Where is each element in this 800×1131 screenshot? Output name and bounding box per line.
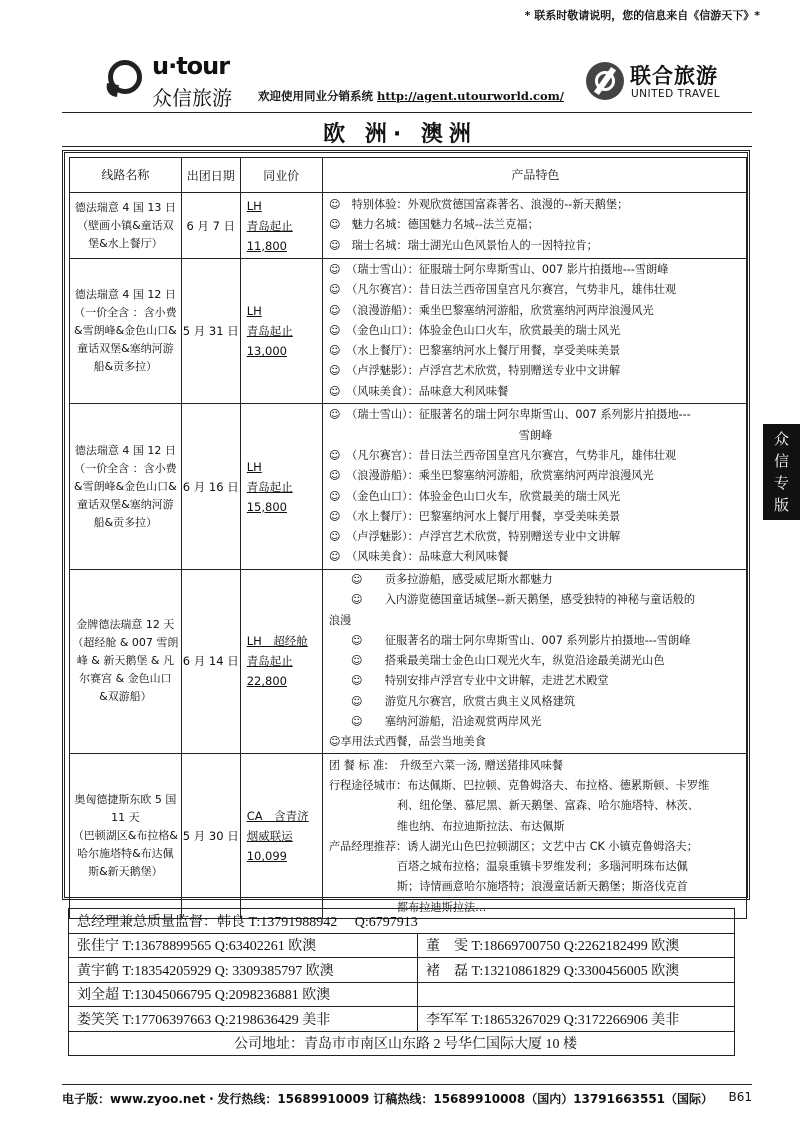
route-line: （一价全含 ：含小费 bbox=[74, 306, 177, 319]
route-line: 尔赛宫 & 金色山口 bbox=[79, 672, 172, 686]
route-line: 德法瑞意 4 国 13 日 bbox=[74, 200, 176, 214]
united-travel-en: UNITED TRAVEL bbox=[631, 88, 721, 100]
utour-logo bbox=[108, 54, 258, 108]
price-line: LH 超经舱 bbox=[246, 634, 308, 649]
price-line: 青岛起止 bbox=[246, 654, 293, 669]
price-line: 青岛起止 bbox=[246, 324, 293, 338]
header-divider bbox=[62, 112, 752, 113]
table-row[interactable] bbox=[70, 753, 747, 918]
feature-line: ☺ （卢浮魅影）：卢浮宫艺术欣赏，特别赠送专业中文讲解 bbox=[328, 364, 621, 378]
page-footer bbox=[62, 1090, 752, 1107]
col-price: 同业价 bbox=[240, 158, 322, 193]
route-cell bbox=[70, 404, 182, 570]
price-cell[interactable] bbox=[240, 753, 322, 918]
feature-line: 雪朗峰 bbox=[518, 428, 553, 442]
route-line: 11 天 bbox=[111, 810, 140, 824]
contact-entry: 刘全超 T:13045066795 Q:2098236881 欧澳 bbox=[69, 982, 418, 1007]
united-travel-logo-icon bbox=[586, 62, 624, 100]
col-date: 出团日期 bbox=[181, 158, 240, 193]
date-cell: 6 月 7 日 bbox=[181, 193, 240, 259]
feature-line: ☺ 游览凡尔赛宫，欣赏古典主义风格建筑 bbox=[350, 694, 576, 708]
side-tab-char: 信 bbox=[773, 452, 789, 470]
page-number: B61 bbox=[728, 1090, 752, 1104]
date-cell: 6 月 14 日 bbox=[181, 570, 240, 754]
feature-line: 斯；诗情画意哈尔施塔特；浪漫童话新天鹅堡；斯洛伐克首 bbox=[396, 880, 688, 894]
utour-brand-text: u·tour bbox=[152, 52, 230, 80]
features-cell bbox=[322, 404, 746, 570]
table-row[interactable] bbox=[70, 570, 747, 754]
price-line: 15,800 bbox=[246, 499, 287, 514]
price-line: 青岛起止 bbox=[246, 479, 293, 494]
footer-text: 电子版：www.zyoo.net・发行热线：15689910009 订稿热线：15689910008（国内）13791663551（国际） bbox=[62, 1092, 714, 1106]
route-line: 堡&水上餐厅） bbox=[88, 236, 163, 250]
price-line: 11,800 bbox=[246, 238, 287, 253]
features-cell bbox=[322, 570, 746, 754]
feature-line: ☺ 魅力名城：德国魅力名城--法兰克福； bbox=[328, 218, 539, 232]
footer-divider bbox=[62, 1084, 752, 1085]
feature-line: 浪漫 bbox=[328, 613, 352, 627]
route-line: &雪朗峰&金色山口& bbox=[74, 324, 177, 337]
price-line: 13,000 bbox=[246, 344, 287, 358]
route-line: 金牌德法瑞意 12 天 bbox=[76, 618, 175, 632]
feature-line: ☺ 塞纳河游船，沿途观赏两岸风光 bbox=[350, 715, 542, 729]
routes-table-frame bbox=[62, 150, 750, 914]
route-line: （巴顿湖区&布拉格& bbox=[72, 828, 178, 842]
company-address: 公司地址：青岛市市南区山东路 2 号华仁国际大厦 10 楼 bbox=[69, 1031, 735, 1056]
features-cell bbox=[322, 193, 746, 259]
route-line: （壁画小镇&童话双 bbox=[77, 218, 174, 232]
price-cell[interactable] bbox=[240, 404, 322, 570]
title-divider bbox=[62, 146, 752, 147]
price-line: CA 含青济 bbox=[246, 808, 309, 823]
agent-link[interactable]: http://agent.utourworld.com/ bbox=[377, 89, 565, 103]
feature-line: ☺ 特别安排卢浮宫专业中文讲解，走进艺术殿堂 bbox=[350, 674, 609, 688]
route-line: （一价全含 ：含小费 bbox=[74, 461, 177, 475]
route-line: 奥匈德捷斯东欧 5 国 bbox=[74, 792, 177, 806]
feature-line: 行程途径城市：布达佩斯、巴拉顿、克鲁姆洛夫、布拉格、德累斯顿、卡罗维 bbox=[328, 778, 710, 792]
price-line: 22,800 bbox=[246, 674, 287, 689]
feature-line: 利、纽伦堡、慕尼黑、新天鹅堡、富森、哈尔施塔特、林茨、 bbox=[396, 799, 699, 813]
feature-line: ☺ 入内游览德国童话城堡--新天鹅堡，感受独特的神秘与童话般的 bbox=[350, 593, 696, 607]
contact-entry: 董 雯 T:18669700750 Q:2262182499 欧澳 bbox=[418, 933, 735, 958]
price-line: LH bbox=[246, 304, 262, 318]
feature-line: ☺ （风味美食）：品味意大利风味餐 bbox=[328, 384, 509, 398]
utour-cn-text: 众信旅游 bbox=[152, 86, 232, 110]
feature-line: ☺享用法式西餐，品尝当地美食 bbox=[328, 735, 486, 749]
price-cell[interactable] bbox=[240, 570, 322, 754]
route-line: 童话双堡&塞纳河游 bbox=[77, 342, 174, 355]
feature-line: ☺ （风味美食）：品味意大利风味餐 bbox=[328, 550, 509, 564]
route-line: 哈尔施塔特&布达佩 bbox=[77, 846, 174, 860]
route-cell bbox=[70, 753, 182, 918]
side-tab-char: 版 bbox=[773, 496, 789, 514]
table-row[interactable] bbox=[70, 193, 747, 259]
united-travel-cn: 联合旅游 bbox=[630, 64, 718, 88]
feature-line: 维也纳、布拉迪斯拉法、布达佩斯 bbox=[396, 819, 565, 833]
contact-entry: 褚 磊 T:13210861829 Q:3300456005 欧澳 bbox=[418, 958, 735, 983]
feature-line: ☺ 瑞士名城：瑞士湖光山色风景怡人的一因特拉肯； bbox=[328, 238, 598, 252]
col-route: 线路名称 bbox=[70, 158, 182, 193]
feature-line: ☺ 征服著名的瑞士阿尔卑斯雪山、007 系列影片拍摄地---雪朗峰 bbox=[350, 633, 691, 647]
date-cell: 5 月 31 日 bbox=[181, 259, 240, 404]
route-line: 船&贡多拉） bbox=[93, 515, 158, 529]
side-tab-char: 专 bbox=[773, 474, 789, 492]
side-tab bbox=[763, 424, 800, 520]
route-line: 童话双堡&塞纳河游 bbox=[77, 497, 174, 511]
route-line: &雪朗峰&金色山口& bbox=[74, 479, 177, 493]
side-tab-char: 众 bbox=[773, 430, 789, 448]
feature-line: ☺ （水上餐厅）：巴黎塞纳河水上餐厅用餐，享受美味美景 bbox=[328, 509, 621, 523]
contact-entry: 李军军 T:18653267029 Q:3172266906 美非 bbox=[418, 1007, 735, 1032]
feature-line: ☺ （凡尔赛宫）：昔日法兰西帝国皇宫凡尔赛宫，气势非凡，雄伟壮观 bbox=[328, 448, 677, 462]
region-title: 欧 洲· 澳洲 bbox=[323, 122, 477, 147]
feature-line: ☺ （浪漫游船）：乘坐巴黎塞纳河游船，欣赏塞纳河两岸浪漫风光 bbox=[328, 303, 654, 317]
route-line: &双游船） bbox=[99, 690, 152, 704]
route-cell bbox=[70, 570, 182, 754]
feature-line: ☺ （金色山口）：体验金色山口火车，欣赏最美的瑞士风光 bbox=[328, 323, 621, 337]
price-cell[interactable] bbox=[240, 193, 322, 259]
route-cell bbox=[70, 259, 182, 404]
feature-line: ☺ （瑞士雪山）：征服著名的瑞士阿尔卑斯雪山、007 系列影片拍摄地--- bbox=[328, 408, 691, 422]
feature-line: ☺ （瑞士雪山）：征服瑞士阿尔卑斯雪山、007 影片拍摄地---雪朗峰 bbox=[328, 262, 669, 276]
price-line: LH bbox=[246, 459, 262, 474]
welcome-line bbox=[258, 88, 564, 104]
route-line: 德法瑞意 4 国 12 日 bbox=[74, 288, 176, 301]
price-line: LH bbox=[246, 198, 262, 213]
feature-line: ☺ （卢浮魅影）：卢浮宫艺术欣赏，特别赠送专业中文讲解 bbox=[328, 530, 621, 544]
route-line: 峰 & 新天鹅堡 & 凡 bbox=[76, 654, 174, 668]
utour-logo-icon bbox=[108, 60, 142, 94]
price-line: 青岛起止 bbox=[246, 218, 293, 233]
feature-line: 百塔之城布拉格；温泉重镇卡罗维发利；多瑙河明珠布达佩 bbox=[396, 860, 688, 874]
routes-table bbox=[69, 157, 747, 919]
price-line: 10,099 bbox=[246, 848, 287, 863]
date-cell: 5 月 30 日 bbox=[181, 753, 240, 918]
contact-entry: 黄宇鹤 T:18354205929 Q: 3309385797 欧澳 bbox=[69, 958, 418, 983]
contacts-table bbox=[68, 908, 735, 1056]
feature-line: ☺ （浪漫游船）：乘坐巴黎塞纳河游船，欣赏塞纳河两岸浪漫风光 bbox=[328, 469, 654, 483]
route-line: 船&贡多拉） bbox=[93, 360, 158, 373]
route-line: 斯&新天鹅堡） bbox=[88, 864, 163, 878]
feature-line: 产品经理推荐：诱人湖光山色巴拉顿湖区；文艺中古 CK 小镇克鲁姆洛夫； bbox=[328, 839, 698, 853]
feature-line: ☺ 特别体验：外观欣赏德国富森著名、浪漫的--新天鹅堡； bbox=[328, 198, 629, 212]
contact-entry bbox=[418, 982, 735, 1007]
table-row[interactable] bbox=[70, 259, 747, 404]
contact-entry: 张佳宁 T:13678899565 Q:63402261 欧澳 bbox=[69, 933, 418, 958]
route-line: 德法瑞意 4 国 12 日 bbox=[74, 443, 176, 457]
welcome-text: 欢迎使用同业分销系统 bbox=[258, 89, 373, 103]
date-cell: 6 月 16 日 bbox=[181, 404, 240, 570]
united-travel-logo bbox=[586, 60, 736, 106]
feature-line: ☺ 搭乘最美瑞士金色山口观光火车，纵览沿途最美湖光山色 bbox=[350, 654, 665, 668]
features-cell bbox=[322, 753, 746, 918]
gm-contact: 总经理兼总质量监督：韩良 T:13791988942 Q:6797913 bbox=[69, 909, 735, 934]
source-note: * 联系时敬请说明，您的信息来自《信游天下》* bbox=[524, 9, 760, 22]
price-line: 烟威联运 bbox=[246, 828, 293, 843]
feature-line: ☺ （凡尔赛宫）：昔日法兰西帝国皇宫凡尔赛宫，气势非凡，雄伟壮观 bbox=[328, 283, 677, 297]
route-line: （超经舱 & 007 雪朗 bbox=[72, 636, 179, 650]
contact-entry: 娄笑笑 T:17706397663 Q:2198636429 美非 bbox=[69, 1007, 418, 1032]
feature-line: ☺ 贡多拉游船，感受威尼斯水都魅力 bbox=[350, 573, 553, 586]
table-header-row bbox=[70, 158, 747, 193]
price-cell[interactable] bbox=[240, 259, 322, 404]
feature-line: 团 餐 标 准: 升级至六菜一汤, 赠送猪排风味餐 bbox=[328, 758, 563, 772]
table-row[interactable] bbox=[70, 404, 747, 570]
feature-line: ☺ （金色山口）：体验金色山口火车，欣赏最美的瑞士风光 bbox=[328, 489, 621, 503]
route-cell bbox=[70, 193, 182, 259]
features-cell bbox=[322, 259, 746, 404]
feature-line: ☺ （水上餐厅）：巴黎塞纳河水上餐厅用餐，享受美味美景 bbox=[328, 344, 621, 358]
col-features: 产品特色 bbox=[322, 158, 746, 193]
page-header bbox=[0, 50, 800, 116]
feature-line: 都布拉迪斯拉法… bbox=[396, 900, 487, 914]
